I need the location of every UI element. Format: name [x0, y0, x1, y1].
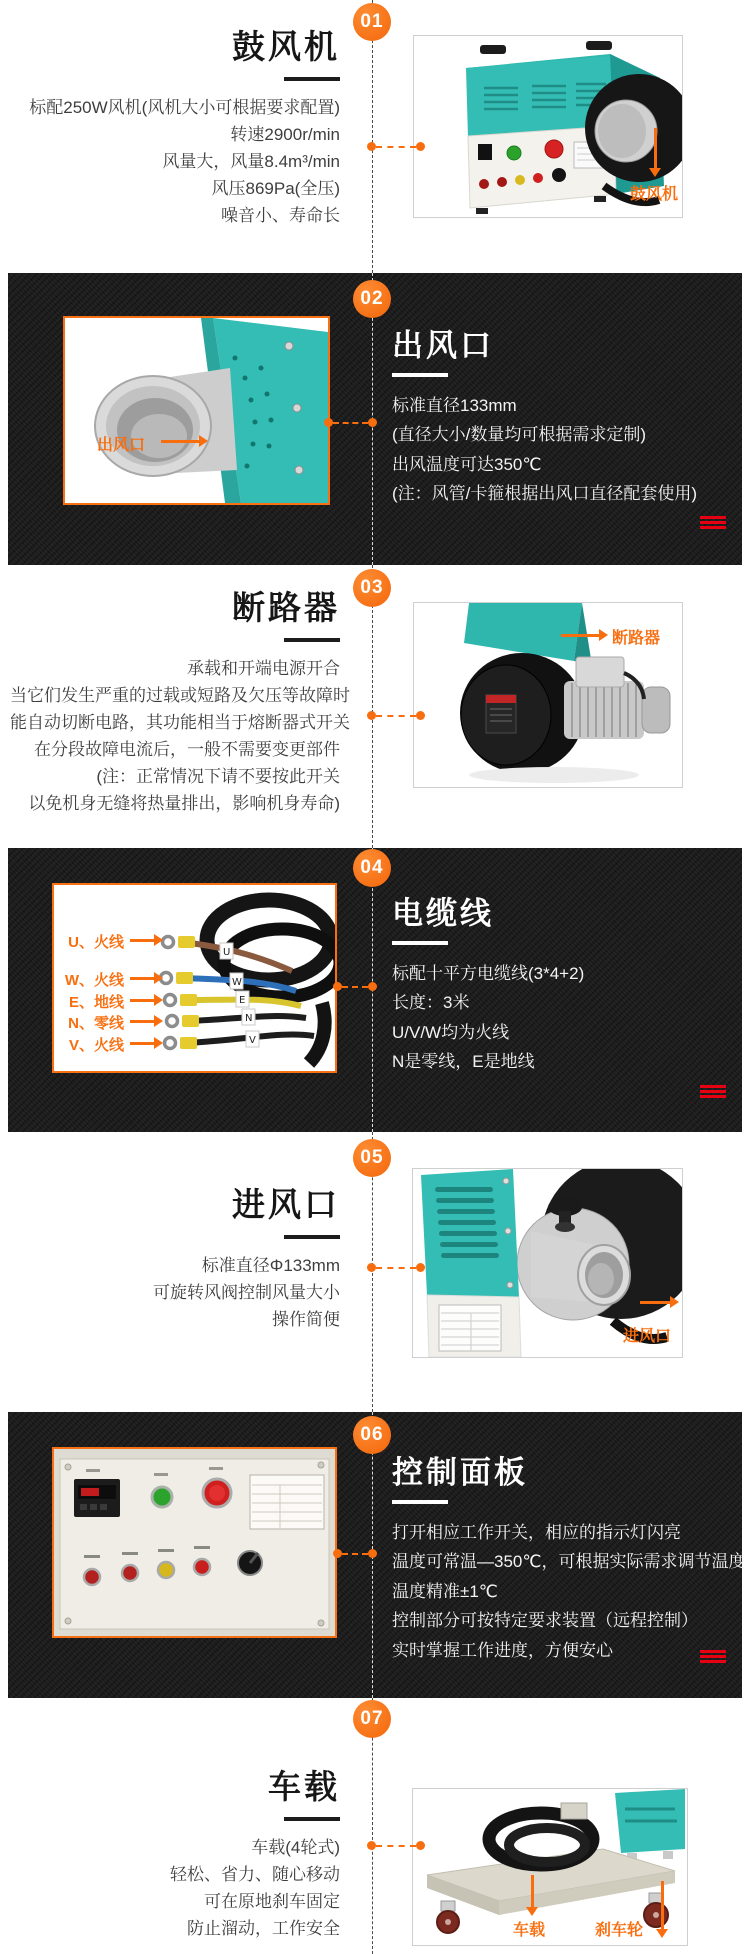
- circuit-breaker-photo-frame: [413, 602, 683, 788]
- connector-line: [367, 1841, 425, 1850]
- control-panel-photo-frame: [52, 1447, 337, 1638]
- callout-arrow-right: [130, 977, 154, 980]
- air-outlet-illustration: [65, 318, 328, 503]
- feature-line: 标准直径Φ133mm: [201, 1255, 340, 1275]
- connector-line: [333, 982, 377, 991]
- step-badge-04: 04: [353, 849, 391, 887]
- wire-label-e: E、地线: [68, 994, 124, 1011]
- callout-arrow-right: [640, 1301, 670, 1304]
- feature-line: 标配250W风机(风机大小可根据要求配置): [29, 97, 340, 117]
- cable-photo-frame: [52, 883, 337, 1073]
- feature-line: 风压869Pa(全压): [211, 178, 340, 198]
- center-dashed-line: [372, 565, 373, 848]
- control-panel-illustration: [54, 1449, 335, 1636]
- callout-arrow-right: [161, 440, 199, 443]
- feature-line: 温度精准±1℃: [392, 1581, 498, 1601]
- blower-callout-label: 鼓风机: [630, 186, 679, 203]
- control-panel-text-block: [392, 1455, 746, 1665]
- section-control-panel: [0, 1412, 750, 1698]
- wire-label-w: W、火线: [64, 972, 124, 989]
- section-title: 进风口: [232, 1188, 340, 1224]
- section-title: 电缆线: [392, 896, 494, 931]
- callout-arrow-right: [561, 634, 599, 637]
- title-underline: [284, 77, 340, 81]
- cable-text-block: [392, 896, 736, 1077]
- air-outlet-photo-frame: [63, 316, 330, 505]
- air-outlet-callout-label: 出风口: [97, 437, 146, 454]
- feature-line: 操作简便: [272, 1309, 340, 1329]
- brake-wheel-callout-label: 刹车轮: [595, 1922, 644, 1939]
- svg-text:E: E: [239, 995, 246, 1006]
- title-underline: [392, 941, 448, 945]
- cart-callout-label: 车载: [513, 1922, 546, 1939]
- connector-line: [333, 1549, 377, 1558]
- title-underline: [392, 1500, 448, 1504]
- cart-text-block: [10, 1770, 340, 1942]
- callout-arrow-down: [654, 128, 657, 168]
- air-inlet-text-block: [10, 1188, 340, 1333]
- svg-text:U: U: [223, 947, 231, 958]
- circuit-breaker-callout-label: 断路器: [612, 630, 661, 647]
- cart-photo-frame: [412, 1788, 688, 1946]
- wire-label-n: N、零线: [68, 1015, 124, 1032]
- wire-label-u: U、火线: [68, 934, 124, 951]
- feature-line: (注：风管/卡箍根据出风口直径配套使用): [392, 484, 698, 504]
- feature-line: 当它们发生严重的过载或短路及欠压等故障时: [10, 685, 350, 705]
- title-underline: [284, 638, 340, 642]
- step-badge-02: 02: [353, 280, 391, 318]
- callout-arrow-right: [130, 939, 154, 942]
- svg-text:V: V: [249, 1035, 256, 1046]
- feature-line: 风量大，风量8.4m³/min: [162, 151, 340, 171]
- feature-line: 可在原地刹车固定: [204, 1891, 340, 1911]
- feature-line: 以免机身无缝将热量排出，影响机身寿命): [28, 793, 340, 813]
- red-bars-decoration: [700, 516, 726, 529]
- feature-line: 噪音小、寿命长: [221, 205, 340, 225]
- red-bars-decoration: [700, 1650, 726, 1663]
- feature-line: 长度：3米: [392, 993, 470, 1013]
- feature-line: (直径大小/数量均可根据需求定制): [392, 425, 647, 445]
- feature-line: 控制部分可按特定要求装置（远程控制）: [392, 1611, 698, 1631]
- feature-line: 防止溜动，工作安全: [187, 1918, 340, 1938]
- svg-text:N: N: [245, 1013, 253, 1024]
- feature-line: 实时掌握工作进度，方便安心: [392, 1640, 613, 1660]
- title-underline: [284, 1235, 340, 1239]
- callout-arrow-right: [130, 999, 154, 1002]
- title-underline: [392, 373, 448, 377]
- air-inlet-callout-label: 进风口: [623, 1328, 672, 1345]
- blower-photo-frame: [413, 35, 683, 218]
- feature-line: 在分段故障电流后，一般不需要变更部件: [34, 739, 340, 759]
- section-title: 断路器: [232, 591, 340, 627]
- title-underline: [284, 1817, 340, 1821]
- section-blower: [0, 0, 750, 273]
- air-outlet-text-block: [392, 328, 736, 509]
- section-title: 出风口: [392, 328, 494, 363]
- feature-line: (注：正常情况下请不要按此开关: [96, 766, 340, 786]
- callout-arrow-right: [130, 1020, 154, 1023]
- feature-line: 轻松、省力、随心移动: [170, 1864, 340, 1884]
- feature-line: 可旋转风阀控制风量大小: [153, 1282, 340, 1302]
- section-cart: [0, 1698, 750, 1954]
- feature-line: 承载和开端电源开合: [187, 658, 340, 678]
- red-bars-decoration: [700, 1085, 726, 1098]
- circuit-breaker-text-block: [10, 591, 350, 817]
- connector-line: [324, 418, 377, 427]
- section-title: 车载: [268, 1770, 340, 1806]
- wire-label-v: V、火线: [68, 1037, 124, 1054]
- step-badge-03: 03: [353, 569, 391, 607]
- feature-line: 打开相应工作开关，相应的指示灯闪亮: [392, 1522, 681, 1542]
- feature-line: U/V/W均为火线: [392, 1022, 510, 1042]
- connector-line: [367, 711, 425, 720]
- callout-arrow-right: [130, 1042, 154, 1045]
- step-badge-01: 01: [353, 3, 391, 41]
- section-title: 控制面板: [392, 1455, 528, 1490]
- feature-line: 车载(4轮式): [251, 1837, 340, 1857]
- callout-arrow-down: [531, 1875, 534, 1907]
- svg-text:W: W: [232, 977, 242, 988]
- step-badge-05: 05: [353, 1139, 391, 1177]
- feature-line: N是零线，E是地线: [392, 1052, 535, 1072]
- section-circuit-breaker: [0, 565, 750, 848]
- feature-line: 温度可常温—350℃，可根据实际需求调节温度: [392, 1552, 746, 1572]
- section-air-outlet: [0, 273, 750, 565]
- air-inlet-photo-frame: [412, 1168, 683, 1358]
- step-badge-06: 06: [353, 1416, 391, 1454]
- feature-line: 标配十平方电缆线(3*4+2): [392, 963, 585, 983]
- feature-line: 标准直径133mm: [392, 395, 517, 415]
- blower-text-block: [10, 30, 340, 229]
- connector-line: [367, 142, 425, 151]
- cart-illustration: [413, 1789, 687, 1945]
- step-badge-07: 07: [353, 1700, 391, 1738]
- section-title: 鼓风机: [232, 30, 340, 66]
- section-air-inlet: [0, 1132, 750, 1412]
- feature-line: 出风温度可达350℃: [392, 454, 542, 474]
- callout-arrow-down: [661, 1881, 664, 1929]
- feature-line: 转速2900r/min: [230, 124, 340, 144]
- feature-line: 能自动切断电路，其功能相当于熔断器式开关: [10, 712, 350, 732]
- section-cable: [0, 848, 750, 1132]
- connector-line: [367, 1263, 425, 1272]
